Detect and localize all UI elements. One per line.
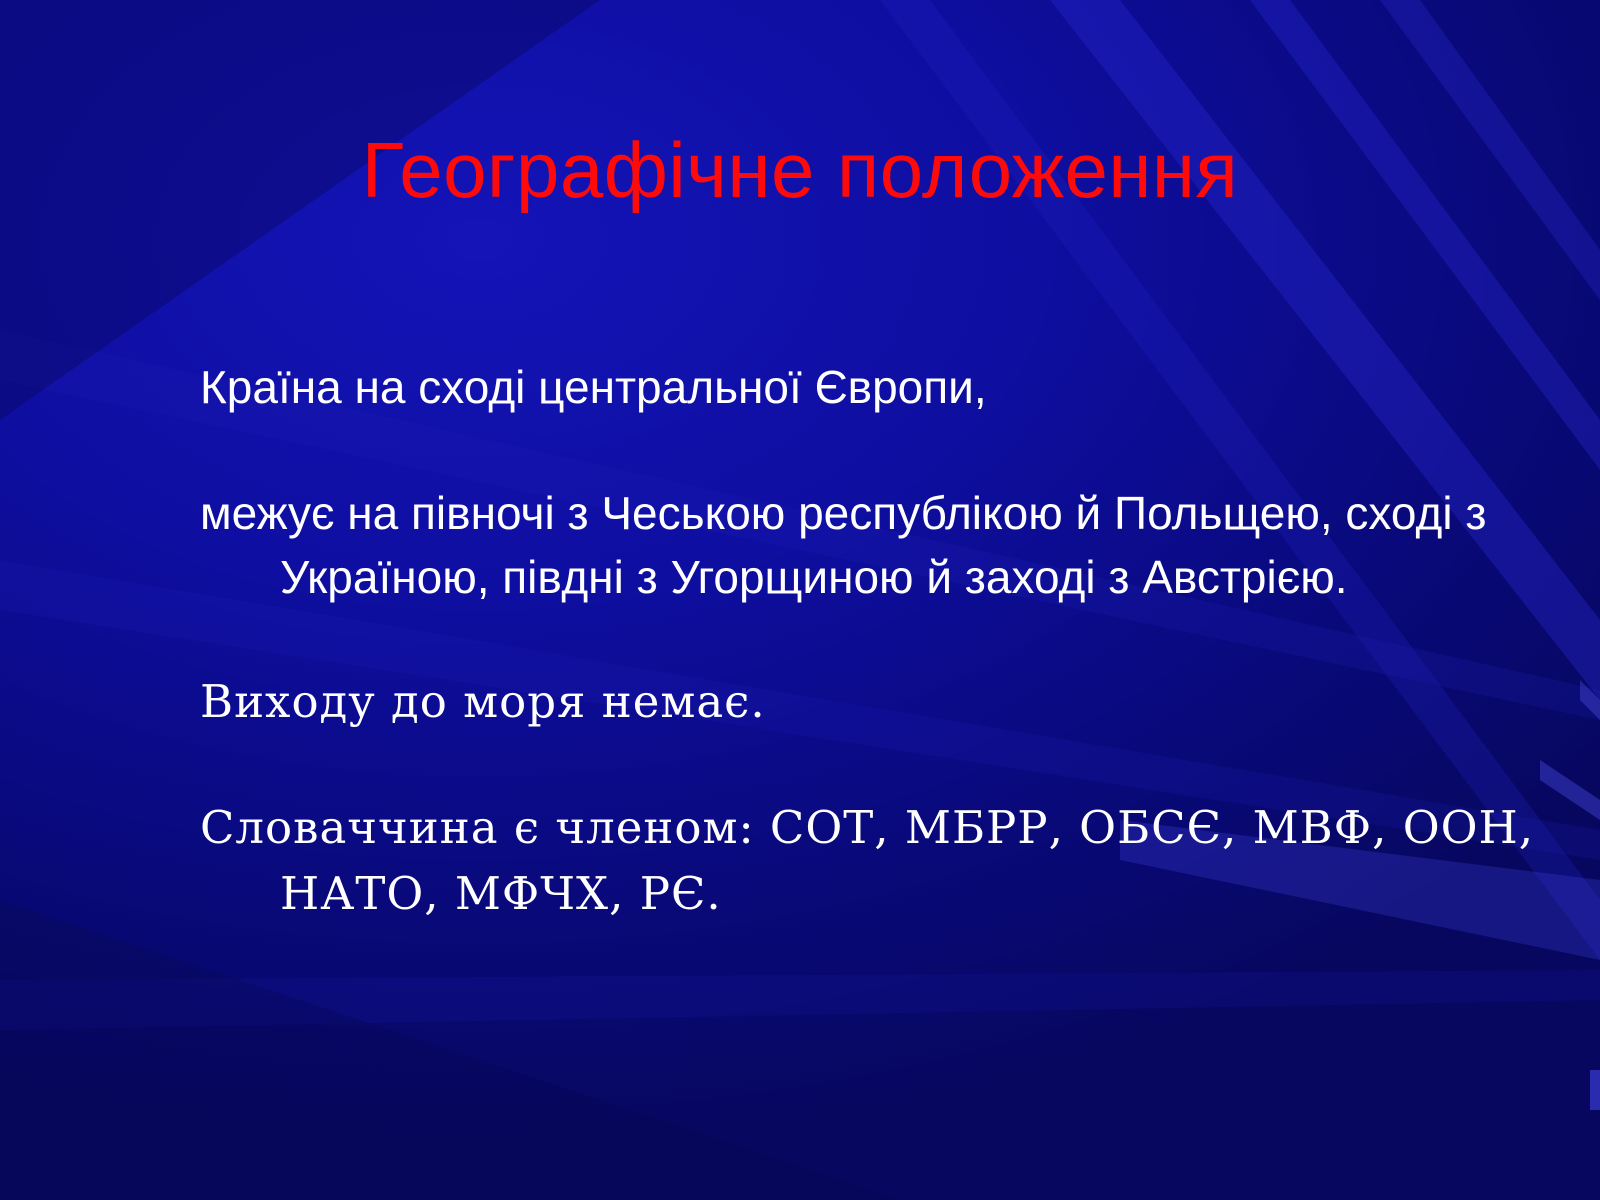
paragraph-location: Країна на сході центральної Європи, — [200, 361, 987, 413]
paragraph-sea-access: Виходу до моря немає. — [200, 675, 766, 728]
slide-body — [200, 355, 1560, 927]
paragraph-borders: межує на півночі з Чеською республікою й Польщею, сході з Україною, півдні з Угорщиною й заході з Австрією. — [200, 487, 1487, 603]
slide-title: Географічне положення — [361, 126, 1239, 214]
paragraph-memberships: Словаччина є членом: СОТ, МБРР, ОБСЄ, МВФ, ООН, НАТО, МФЧХ, РЄ. — [200, 801, 1535, 920]
